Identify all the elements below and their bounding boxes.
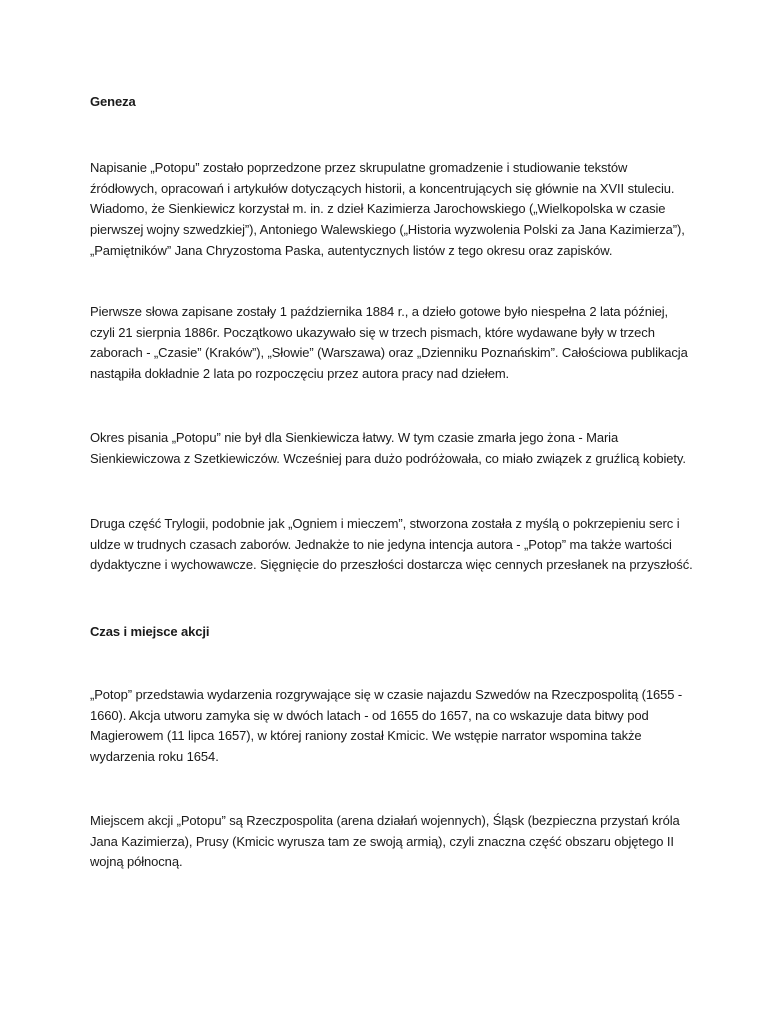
text-line: Sienkiewiczowa z Szetkiewiczów. Wcześniej para dużo podróżowała, co miało związek z gruźlicą kobiety. <box>90 450 686 466</box>
text-line: nastąpiła dokładnie 2 lata po rozpoczęciu przez autora pracy nad dziełem. <box>90 366 510 382</box>
paragraph-genesis-publication <box>90 302 690 385</box>
text-line: Druga część Trylogii, podobnie jak „Ogniem i mieczem”, stworzona została z myślą o pokrzepieniu serc i <box>90 516 680 531</box>
text-line: Miejscem akcji „Potopu” są Rzeczpospolita (arena działań wojennych), Śląsk (bezpieczna przystań króla <box>90 813 680 828</box>
paragraph-place-of-action <box>90 811 690 873</box>
section-heading-time-place: Czas i miejsce akcji <box>90 624 210 639</box>
paragraph-genesis-writing-period <box>90 428 690 469</box>
text-line: uldze w trudnych czasach zaborów. Jednakże to nie jedyna intencja autora - „Potop” ma także wartości <box>90 536 672 552</box>
text-line: Napisanie „Potopu” zostało poprzedzone przez skrupulatne gromadzenie i studiowanie tekstów <box>90 160 628 175</box>
text-line: Magierowem (11 lipca 1657), w której raniony został Kmicic. We wstępie narrator wspomina także <box>90 728 642 744</box>
text-line: „Potop” przedstawia wydarzenia rozgrywające się w czasie najazdu Szwedów na Rzeczpospolitą (1655 - <box>90 687 683 702</box>
text-line: źródłowych, opracowań i artykułów dotyczących historii, a koncentrujących się głównie na XVII stuleciu. <box>90 180 675 196</box>
text-line: wydarzenia roku 1654. <box>90 749 219 765</box>
text-line: zaborach - „Czasie” (Kraków”), „Słowie” (Warszawa) oraz „Dzienniku Poznańskim”. Całościowa publikacja <box>90 345 688 361</box>
text-line: czyli 21 sierpnia 1886r. Początkowo ukazywało się w trzech pismach, które wydawane były w trzech <box>90 324 655 340</box>
text-line: dydaktyczne i wychowawcze. Sięgnięcie do przeszłości dostarcza więc cennych przesłanek na przyszłość. <box>90 557 693 573</box>
text-line: pierwszej wojny szwedzkiej”), Antoniego Walewskiego („Historia wyzwolenia Polski za Jana Kazimierza”), <box>90 222 685 238</box>
paragraph-genesis-intention <box>90 514 693 576</box>
paragraph-genesis-sources <box>90 158 690 262</box>
text-line: Jana Kazimierza), Prusy (Kmicic wyrusza tam ze swoją armią), czyli znaczna część obszaru objętego II <box>90 833 674 849</box>
text-line: „Pamiętników” Jana Chryzostoma Paska, autentycznych listów z tego okresu oraz zapisków. <box>90 242 613 258</box>
text-line: wojną północną. <box>90 854 183 870</box>
text-line: Wiadomo, że Sienkiewicz korzystał m. in. z dzieł Kazimierza Jarochowskiego („Wielkopolska w czasie <box>90 201 666 217</box>
section-heading-geneza: Geneza <box>90 94 136 109</box>
text-line: Pierwsze słowa zapisane zostały 1 października 1884 r., a dzieło gotowe było niespełna 2 lata później, <box>90 304 669 319</box>
text-line: Okres pisania „Potopu” nie był dla Sienkiewicza łatwy. W tym czasie zmarła jego żona - Maria <box>90 430 619 445</box>
paragraph-time-of-action <box>90 685 690 768</box>
text-line: 1660). Akcja utworu zamyka się w dwóch latach - od 1655 do 1657, na co wskazuje data bitwy pod <box>90 707 649 723</box>
